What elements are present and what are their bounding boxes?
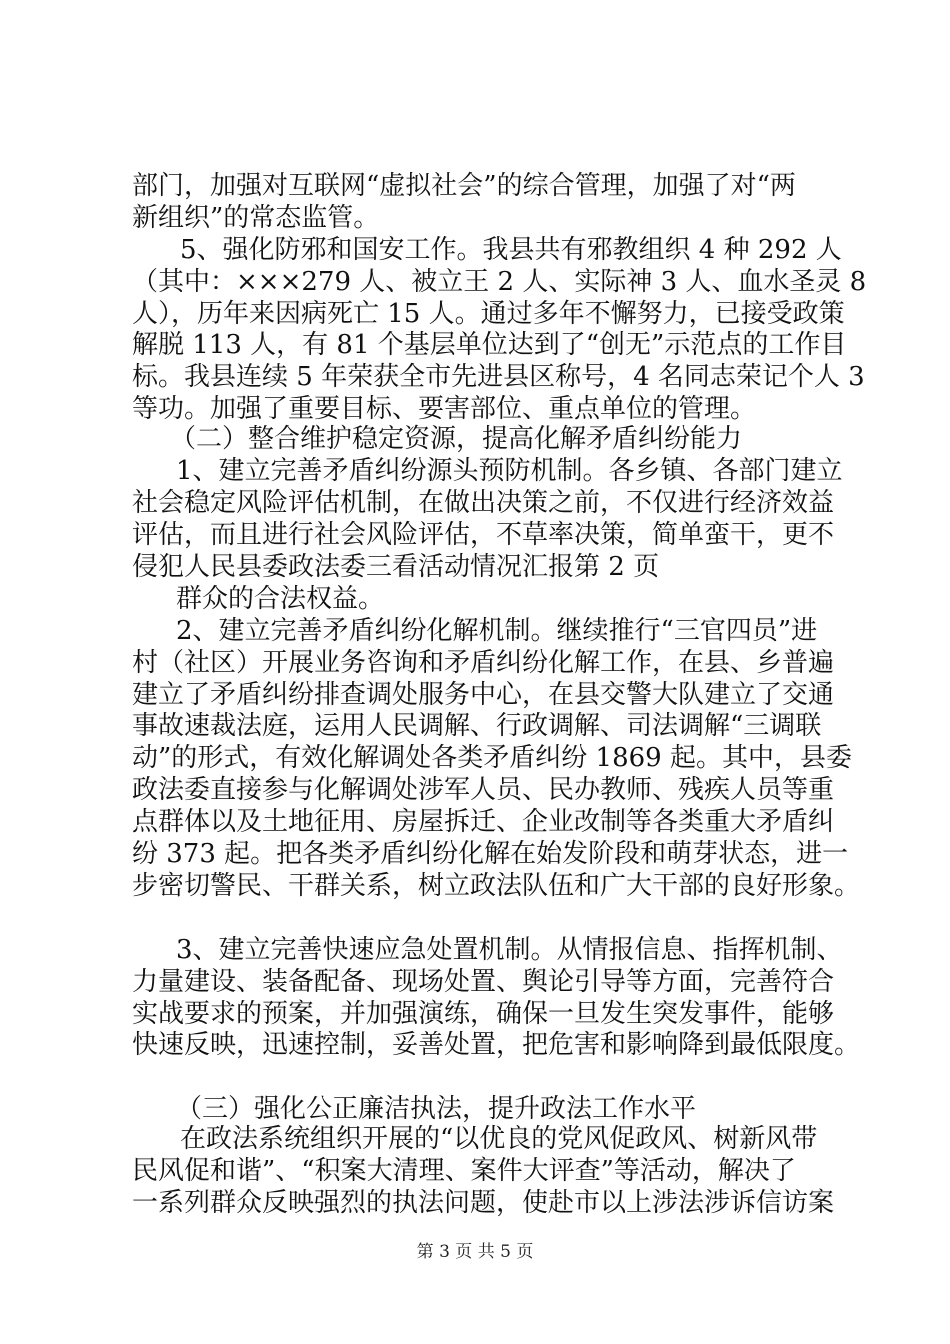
text-line: 在政法系统组织开展的“以优良的党风促政风、树新风带 (180, 1124, 818, 1154)
text-line: 解脱 113 人，有 81 个基层单位达到了“创无”示范点的工作目 (132, 330, 847, 360)
text-line: 步密切警民、干群关系，树立政法队伍和广大干部的良好形象。 (132, 871, 861, 901)
text-line: 民风促和谐”、“积案大清理、案件大评查”等活动，解决了 (132, 1156, 796, 1186)
text-line: （其中：×××279 人、被立王 2 人、实际神 3 人、血水圣灵 8 (132, 267, 867, 297)
text-line: 侵犯人民县委政法委三看活动情况汇报第 2 页 (132, 552, 660, 582)
text-line: 新组织”的常态监管。 (132, 203, 380, 233)
text-line: 一系列群众反映强烈的执法问题，使赴市以上涉法涉诉信访案 (132, 1188, 835, 1218)
text-line: 3、建立完善快速应急处置机制。从情报信息、指挥机制、 (176, 935, 843, 965)
text-line: 力量建设、装备配备、现场处置、舆论引导等方面，完善符合 (132, 967, 835, 997)
text-line: 事故速裁法庭，运用人民调解、行政调解、司法调解“三调联 (132, 711, 822, 741)
text-line: 群众的合法权益。 (176, 584, 385, 614)
text-line: 人），历年来因病死亡 15 人。通过多年不懈努力，已接受政策 (132, 299, 845, 329)
text-line: 5、强化防邪和国安工作。我县共有邪教组织 4 种 292 人 (180, 235, 842, 265)
text-line: 部门，加强对互联网“虚拟社会”的综合管理，加强了对“两 (132, 171, 796, 201)
text-line: 社会稳定风险评估机制，在做出决策之前，不仅进行经济效益 (132, 488, 835, 518)
text-line: 建立了矛盾纠纷排查调处服务中心，在县交警大队建立了交通 (132, 680, 835, 710)
text-line: 纷 373 起。把各类矛盾纠纷化解在始发阶段和萌芽状态，进一 (132, 839, 849, 869)
text-line: 2、建立完善矛盾纠纷化解机制。继续推行“三官四员”进 (176, 616, 818, 646)
section-heading: （三）强化公正廉洁执法，提升政法工作水平 (176, 1094, 697, 1124)
text-line: 1、建立完善矛盾纠纷源头预防机制。各乡镇、各部门建立 (176, 456, 843, 486)
page-footer: 第 3 页 共 5 页 (416, 1242, 534, 1262)
text-line: 评估，而且进行社会风险评估，不草率决策，简单蛮干，更不 (132, 520, 835, 550)
text-line: 政法委直接参与化解调处涉军人员、民办教师、残疾人员等重 (132, 775, 835, 805)
section-heading: （二）整合维护稳定资源，提高化解矛盾纠纷能力 (170, 424, 743, 454)
text-line: 村（社区）开展业务咨询和矛盾纠纷化解工作，在县、乡普遍 (132, 648, 835, 678)
text-line: 标。我县连续 5 年荣获全市先进县区称号，4 名同志荣记个人 3 (132, 362, 865, 392)
text-line: 实战要求的预案，并加强演练，确保一旦发生突发事件，能够 (132, 999, 835, 1029)
text-line: 等功。加强了重要目标、要害部位、重点单位的管理。 (132, 394, 757, 424)
text-line: 快速反映，迅速控制，妥善处置，把危害和影响降到最低限度。 (132, 1030, 861, 1060)
text-line: 点群体以及土地征用、房屋拆迁、企业改制等各类重大矛盾纠 (132, 807, 835, 837)
text-line: 动”的形式，有效化解调处各类矛盾纠纷 1869 起。其中，县委 (132, 743, 852, 773)
